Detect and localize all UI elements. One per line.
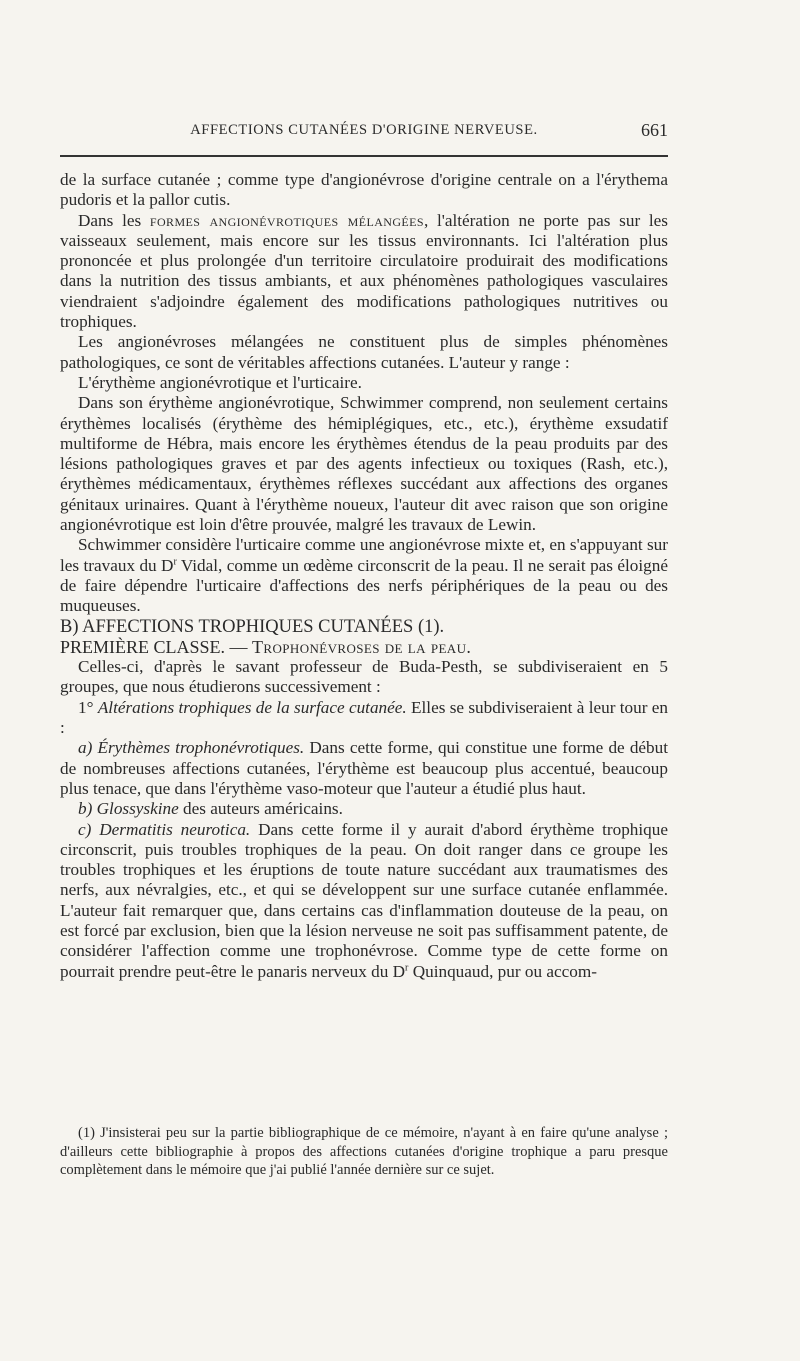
p11-superscript: r	[405, 961, 409, 973]
classe-subtitle: Trophonévroses de la peau.	[252, 636, 472, 657]
running-head	[60, 120, 668, 142]
paragraph-1: de la surface cutanée ; comme type d'angionévrose d'origine centrale on a l'érythema pudoris et la pallor cutis.	[60, 170, 668, 210]
p11-label: c)	[78, 819, 92, 839]
paragraph-10	[60, 799, 668, 819]
p11-part-b: Quinquaud, pur ou accom-	[408, 961, 597, 981]
paragraph-9	[60, 738, 668, 799]
paragraph-8	[60, 698, 668, 739]
p9-label: a)	[78, 738, 93, 758]
header-rule	[60, 155, 668, 157]
paragraph-5: Dans son érythème angionévrotique, Schwimmer comprend, non seulement certains érythèmes localisés (érythème des hémiplégiques, etc., etc.), érythème exsudatif multiforme de Hébra, mais encore les érythèmes étendus de la peau produits par des lésions pathologiques graves et par des agents infectieux ou toxiques (Rash, etc.), érythèmes médicamentaux, érythèmes réflexes succédant aux affections des organes génitaux urinaires. Quant à l'érythème noueux, l'auteur dit avec raison que son origine angionévrotique est loin d'être prouvée, malgré les travaux de Lewin.	[60, 393, 668, 535]
paragraph-11	[60, 820, 668, 982]
footnote-text: (1) J'insisterai peu sur la partie bibliographique de ce mémoire, n'ayant à en faire qu'une analyse ; d'ailleurs cette bibliographie à propos des affections cutanées d'origine trophique a paru presque complètement dans le mémoire que j'ai publié l'année dernière sur ce sujet.	[60, 1125, 668, 1179]
classe-title: PREMIÈRE CLASSE.	[60, 636, 226, 657]
p8-italic: Altérations trophiques de la surface cutanée.	[97, 697, 407, 717]
p11-italic: Dermatitis neurotica.	[99, 819, 251, 839]
paragraph-2	[60, 211, 668, 333]
p8-rest: Elles se subdiviseraient à leur tour en :	[60, 697, 669, 738]
p10-label: b)	[78, 799, 93, 819]
page-number: 661	[641, 120, 668, 140]
main-text	[60, 170, 668, 982]
section-heading: B) AFFECTIONS TROPHIQUES CUTANÉES (1).	[60, 616, 445, 637]
footnote	[60, 1124, 668, 1180]
p2-lead: Dans les	[78, 210, 142, 230]
p2-rest: , l'altération ne porte pas sur les vaisseaux seulement, mais encore sur les tissus environnants. Ici l'altération plus prononcée et plus prolongée d'un territoire circulatoire produirait des modifications dans la nutrition des tissus ambiants, et aux phénomènes pathologiques vasculaires viendraient s'adjoindre également des modifications pathologiques nutritives ou trophiques.	[60, 210, 668, 332]
paragraph-6	[60, 535, 668, 616]
p2-smallcaps: formes angionévrotiques mélangées	[149, 210, 424, 230]
p9-italic: Érythèmes trophonévrotiques.	[97, 738, 305, 758]
p10-rest: des auteurs américains.	[178, 799, 343, 819]
p6-part-b: Vidal, comme un œdème circonscrit de la peau. Il ne serait pas éloigné de faire dépendre l'urticaire d'affections des nerfs périphériques de la peau ou des muqueuses.	[60, 555, 668, 616]
paragraph-7: Celles-ci, d'après le savant professeur de Buda-Pesth, se subdiviseraient en 5 groupes, que nous étudierons successivement :	[60, 657, 668, 697]
p11-part-a: Dans cette forme il y aurait d'abord érythème trophique circonscrit, puis troubles trophiques de la peau. On doit ranger dans ce groupe les troubles trophiques et les éruptions de toute nature succédant aux traumatismes des nerfs, aux névralgies, etc., et qui se développent sur une surface cutanée enflammée. L'auteur fait remarquer que, dans certains cas d'inflammation douteuse de la peau, on est forcé par exclusion, bien que la lésion nerveuse ne soit pas suffisamment patente, de considérer l'affection comme une trophonévrose. Comme type de cette forme on pourrait prendre peut-être le panaris nerveux du D	[60, 819, 668, 981]
paragraph-4: L'érythème angionévrotique et l'urticaire.	[78, 372, 362, 392]
p10-italic: Glossyskine	[96, 799, 179, 819]
subsection-heading	[60, 637, 668, 657]
p8-number: 1°	[78, 697, 94, 717]
p6-superscript: r	[173, 555, 177, 567]
classe-dash: —	[225, 636, 253, 657]
p6-part-a: Schwimmer considère l'urticaire comme une angionévrose mixte et, en s'appuyant sur les travaux du D	[60, 535, 668, 575]
paragraph-3: Les angionévroses mélangées ne constituent plus de simples phénomènes pathologiques, ce sont de véritables affections cutanées. L'auteur y range :	[60, 332, 668, 372]
p9-rest: Dans cette forme, qui constitue une forme de début de nombreuses affections cutanées, l'érythème est beaucoup plus accentué, beaucoup plus tenace, que dans l'érythème vaso-moteur que l'auteur a étudié plus haut.	[60, 738, 669, 798]
running-title: AFFECTIONS CUTANÉES D'ORIGINE NERVEUSE.	[190, 122, 538, 138]
